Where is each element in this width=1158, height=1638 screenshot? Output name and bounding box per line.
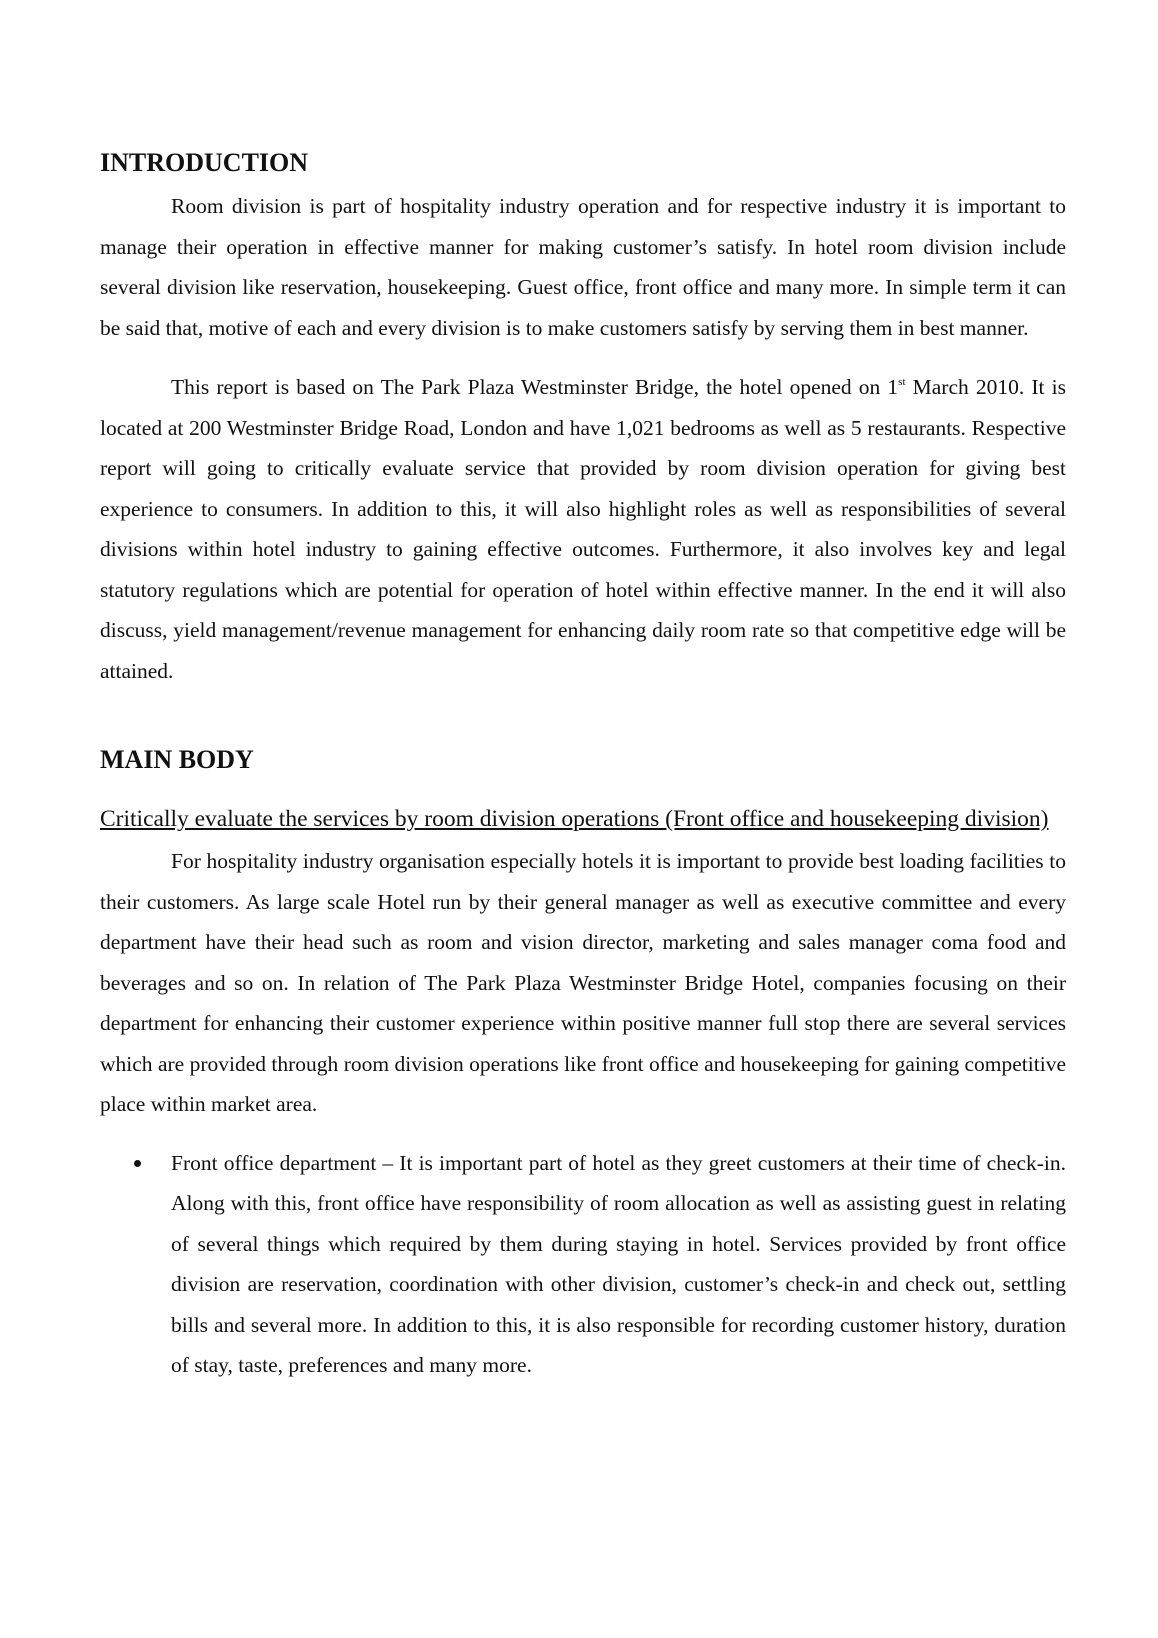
document-page <box>100 140 1066 1386</box>
introduction-heading: INTRODUCTION <box>100 148 309 177</box>
section-subheading: Critically evaluate the services by room division operations (Front office and housekeeping division) <box>100 806 1049 832</box>
ordinal-superscript: st <box>898 376 906 388</box>
main-body-heading: MAIN BODY <box>100 745 254 774</box>
bullet-text-front-office: Front office department – It is important part of hotel as they greet customers at their time of check-in. Along with this, front office have responsibility of room allocation as well as assisting guest in relating of several things which required by them during staying in hotel. Services provided by front office division are reservation, coordination with other division, customer’s check-in and check out, settling bills and several more. In addition to this, it is also responsible for recording customer history, duration of stay, taste, preferences and many more. <box>171 1150 1066 1377</box>
main-paragraph-1: For hospitality industry organisation especially hotels it is important to provide best loading facilities to their customers. As large scale Hotel run by their general manager as well as executive committee and every department have their head such as room and vision director, marketing and sales manager coma food and beverages and so on. In relation of The Park Plaza Westminster Bridge Hotel, companies focusing on their department for enhancing their customer experience within positive manner full stop there are several services which are provided through room division operations like front office and housekeeping for gaining competitive place within market area. <box>100 849 1066 1116</box>
intro-paragraph-2-start: This report is based on The Park Plaza Westminster Bridge, the hotel opened on 1 <box>171 375 899 399</box>
bullet-icon <box>134 1160 141 1167</box>
list-item <box>100 1143 1066 1386</box>
intro-paragraph-1: Room division is part of hospitality industry operation and for respective industry it is important to manage their operation in effective manner for making customer’s satisfy. In hotel room division include several division like reservation, housekeeping. Guest office, front office and many more. In simple term it can be said that, motive of each and every division is to make customers satisfy by serving them in best manner. <box>100 194 1066 340</box>
bullet-list <box>100 1143 1066 1386</box>
intro-paragraph-2-end: March 2010. It is located at 200 Westminster Bridge Road, London and have 1,021 bedrooms as well as 5 restaurants. Respective report will going to critically evaluate service that provided by room division operation for giving best experience to consumers. In addition to this, it will also highlight roles as well as responsibilities of several divisions within hotel industry to gaining effective outcomes. Furthermore, it also involves key and legal statutory regulations which are potential for operation of hotel within effective manner. In the end it will also discuss, yield management/revenue management for enhancing daily room rate so that competitive edge will be attained. <box>100 375 1066 683</box>
intro-paragraph-2 <box>100 367 1066 691</box>
